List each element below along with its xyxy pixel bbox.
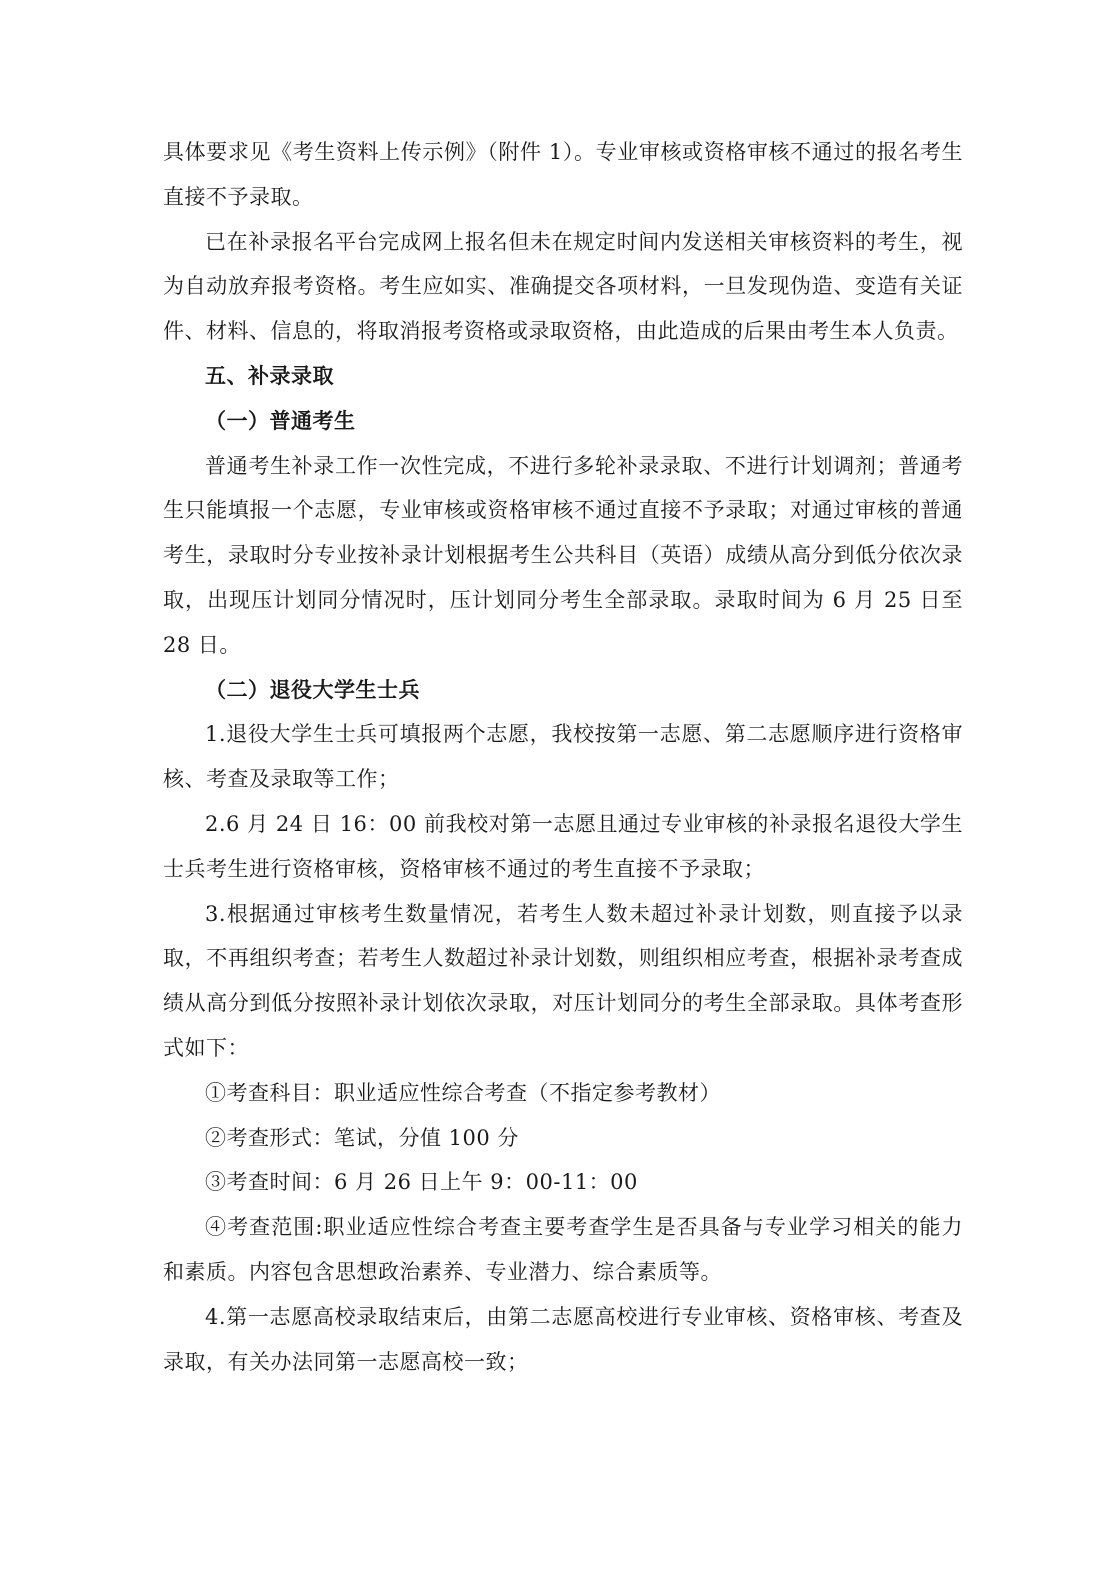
subheading-regular-candidates: （一）普通考生: [205, 408, 356, 433]
subheading-veteran-students: （二）退役大学生士兵: [205, 677, 420, 702]
paragraph-veteran-item-3: 3.根据通过审核考生数量情况，若考生人数未超过补录计划数，则直接予以录取，不再组织考查；若考生人数超过补录计划数，则组织相应考查，根据补录考查成绩从高分到低分按照补录计划依次录取，对压计划同分的考生全部录取。具体考查形式如下：: [163, 901, 963, 1060]
paragraph-exam-subject: ①考查科目：职业适应性综合考查（不指定参考教材）: [205, 1080, 721, 1105]
paragraph-veteran-item-2: 2.6 月 24 日 16：00 前我校对第一志愿且通过专业审核的补录报名退役大学生士兵考生进行资格审核，资格审核不通过的考生直接不予录取；: [163, 811, 963, 881]
paragraph-exam-scope: ④考查范围:职业适应性综合考查主要考查学生是否具备与专业学习相关的能力和素质。内容包含思想政治素养、专业潜力、综合素质等。: [163, 1215, 963, 1284]
paragraph-upload-requirements: 具体要求见《考生资料上传示例》（附件 1）。专业审核或资格审核不通过的报名考生直接不予录取。: [163, 140, 963, 209]
paragraph-exam-format: ②考查形式：笔试，分值 100 分: [205, 1125, 519, 1150]
paragraph-exam-time: ③考查时间：6 月 26 日上午 9：00-11：00: [205, 1170, 638, 1195]
paragraph-abandon-qualification: 已在补录报名平台完成网上报名但未在规定时间内发送相关审核资料的考生，视为自动放弃报考资格。考生应如实、准确提交各项材料，一旦发现伪造、变造有关证件、材料、信息的，将取消报考资格或录取资格，由此造成的后果由考生本人负责。: [163, 229, 963, 344]
document-page: [163, 130, 963, 1384]
section-heading-admission: 五、补录录取: [205, 363, 334, 388]
paragraph-regular-candidates: 普通考生补录工作一次性完成，不进行多轮补录录取、不进行计划调剂；普通考生只能填报一个志愿，专业审核或资格审核不通过直接不予录取；对通过审核的普通考生，录取时分专业按补录计划根据考生公共科目（英语）成绩从高分到低分依次录取，出现压计划同分情况时，压计划同分考生全部录取。录取时间为 6 月 25 日至 28 日。: [163, 453, 963, 657]
paragraph-veteran-item-4: 4.第一志愿高校录取结束后，由第二志愿高校进行专业审核、资格审核、考查及录取，有关办法同第一志愿高校一致；: [163, 1304, 963, 1374]
paragraph-veteran-item-1: 1.退役大学生士兵可填报两个志愿，我校按第一志愿、第二志愿顺序进行资格审核、考查及录取等工作；: [163, 722, 963, 792]
